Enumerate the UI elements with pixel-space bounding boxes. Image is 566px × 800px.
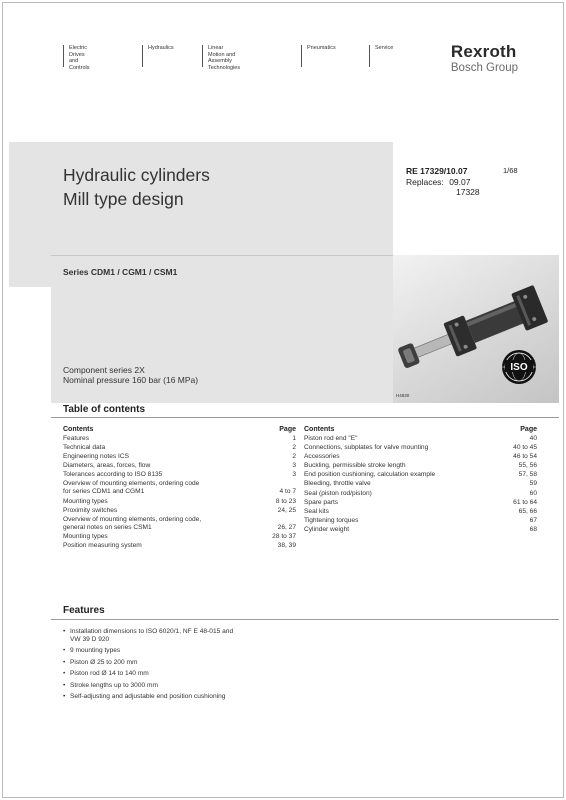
toc-entry-page: 65, 66 bbox=[518, 507, 537, 515]
photo-code: H4830 bbox=[396, 393, 410, 398]
title-line-2: Mill type design bbox=[63, 189, 184, 209]
toc-entry-label: Engineering notes ICS bbox=[63, 453, 129, 461]
features-title: Features bbox=[63, 605, 105, 616]
component-series: Component series 2X bbox=[63, 365, 145, 375]
toc-entry[interactable] bbox=[63, 507, 296, 515]
toc-entry-label: Tightening torques bbox=[304, 516, 359, 524]
toc-entry-label: Buckling, permissible stroke length bbox=[304, 462, 406, 470]
features-list bbox=[63, 628, 323, 704]
toc-entry-page: 60 bbox=[529, 489, 537, 497]
toc-entry-label: Seal kits bbox=[304, 507, 329, 515]
toc-entry-label: Diameters, areas, forces, flow bbox=[63, 462, 151, 470]
logo-main: Rexroth bbox=[450, 42, 517, 61]
nav-linear-motion[interactable]: Linear Motion and Assembly Technologies bbox=[202, 45, 240, 67]
toc-entry[interactable] bbox=[304, 453, 537, 461]
component-info bbox=[63, 365, 198, 385]
toc-entry[interactable] bbox=[304, 462, 537, 470]
toc-header-page: Page bbox=[279, 426, 296, 433]
toc-entry[interactable] bbox=[63, 471, 296, 479]
document-page bbox=[2, 2, 564, 798]
toc-entry[interactable] bbox=[304, 508, 537, 516]
nav-electric-drives[interactable]: Electric Drives and Controls bbox=[63, 45, 89, 67]
toc-entry-page: 24, 25 bbox=[277, 506, 296, 514]
toc-entry-page: 59 bbox=[529, 480, 537, 488]
toc-entry-page: 68 bbox=[529, 525, 537, 533]
series-label: Series CDM1 / CGM1 / CSM1 bbox=[63, 267, 178, 277]
feature-item: • 9 mounting types bbox=[63, 647, 323, 655]
toc-entry-page: 55, 56 bbox=[518, 462, 537, 470]
toc-entry-page: 4 to 7 bbox=[279, 488, 296, 496]
cylinder-photo bbox=[393, 255, 559, 403]
toc-entry[interactable] bbox=[63, 533, 296, 541]
toc-entry-label: Mounting types bbox=[63, 497, 108, 505]
toc-entry[interactable] bbox=[63, 498, 296, 506]
toc-entry[interactable] bbox=[304, 471, 537, 479]
replaces-date: 09.07 bbox=[449, 177, 471, 187]
toc-entry[interactable] bbox=[304, 517, 537, 525]
toc-entry-page: 26, 27 bbox=[277, 523, 296, 531]
iso-badge-text: ISO bbox=[510, 362, 528, 373]
toc-title: Table of contents bbox=[63, 404, 146, 415]
toc-header-contents: Contents bbox=[304, 426, 335, 433]
toc-entry-page: 2 bbox=[292, 453, 296, 461]
nav-pneumatics[interactable]: Pneumatics bbox=[301, 45, 336, 67]
toc-entry[interactable] bbox=[63, 462, 296, 470]
toc-entry-page: 1 bbox=[292, 435, 296, 442]
toc-entry-label: Proximity switches bbox=[63, 506, 118, 514]
toc-entry-page: 61 to 64 bbox=[513, 498, 537, 506]
toc-entry-label: Tolerances according to ISO 8135 bbox=[63, 471, 163, 479]
toc-header-left bbox=[63, 424, 296, 435]
toc-entry-label: Features bbox=[63, 435, 90, 442]
toc-entry[interactable] bbox=[304, 526, 537, 534]
toc-entry-page: 40 bbox=[529, 435, 537, 442]
iso-certification-badge bbox=[502, 350, 536, 384]
toc-column-left bbox=[63, 424, 296, 551]
replaces-doc: 17328 bbox=[456, 187, 480, 197]
toc-entry-label: Piston rod end "E" bbox=[304, 435, 358, 442]
feature-item: • Stroke lengths up to 3000 mm bbox=[63, 682, 323, 690]
toc-entry[interactable] bbox=[304, 444, 537, 452]
toc-entry-page: 8 to 23 bbox=[275, 497, 296, 505]
toc-column-right bbox=[304, 424, 537, 535]
toc-entry[interactable] bbox=[304, 499, 537, 507]
toc-entry-page: 38, 39 bbox=[277, 541, 296, 549]
toc-entry-page: 57, 58 bbox=[518, 471, 537, 479]
toc-rule bbox=[51, 417, 559, 418]
toc-entry-page: 28 to 37 bbox=[272, 532, 296, 540]
toc-entry-label: Position measuring system bbox=[63, 541, 142, 549]
toc-entry-label: End position cushioning, calculation example bbox=[304, 471, 436, 479]
toc-entry[interactable] bbox=[304, 480, 537, 488]
feature-item: • Self-adjusting and adjustable end position cushioning bbox=[63, 693, 323, 701]
toc-entry[interactable] bbox=[304, 490, 537, 498]
title-line-1: Hydraulic cylinders bbox=[63, 165, 210, 185]
page-revision: 1/68 bbox=[503, 166, 518, 175]
toc-entry[interactable] bbox=[63, 453, 296, 461]
toc-entry-page: 67 bbox=[529, 516, 537, 524]
logo-sub: Bosch Group bbox=[450, 62, 518, 74]
toc-entry-page: 46 to 54 bbox=[513, 453, 537, 461]
header-separator bbox=[51, 255, 393, 256]
toc-entry[interactable] bbox=[304, 435, 537, 443]
toc-entry-label: Seal (piston rod/piston) bbox=[304, 489, 372, 497]
nominal-pressure: Nominal pressure 160 bar (16 MPa) bbox=[63, 375, 199, 385]
replaces-label: Replaces: bbox=[406, 177, 444, 187]
toc-entry-label: Cylinder weight bbox=[304, 525, 350, 533]
feature-item: • Installation dimensions to ISO 6020/1, NF E 48-015 and VW 39 D 920 bbox=[63, 628, 323, 644]
toc-header-contents: Contents bbox=[63, 426, 94, 433]
rexroth-logo bbox=[451, 43, 518, 74]
toc-entry[interactable] bbox=[63, 542, 296, 550]
toc-header-right bbox=[304, 424, 537, 435]
toc-entry-page: 3 bbox=[292, 471, 296, 479]
feature-item: • Piston rod Ø 14 to 140 mm bbox=[63, 670, 323, 678]
toc-entry-label: Technical data bbox=[63, 444, 106, 452]
nav-hydraulics[interactable]: Hydraulics bbox=[142, 45, 174, 67]
toc-entry-label: Overview of mounting elements, ordering code, general notes on series CSM1 bbox=[63, 515, 202, 531]
replaces-line bbox=[406, 177, 470, 187]
toc-entry-label: Connections, subplates for valve mounting bbox=[304, 444, 429, 452]
hydraulic-cylinder-image bbox=[393, 255, 559, 403]
toc-entry-label: Accessories bbox=[304, 453, 340, 461]
header-gray-lower bbox=[51, 287, 393, 403]
toc-entry[interactable] bbox=[63, 435, 296, 443]
reference-box bbox=[393, 142, 561, 255]
document-title bbox=[63, 163, 210, 211]
toc-entry-label: Mounting types bbox=[63, 532, 108, 540]
toc-entry-page: 40 to 45 bbox=[513, 444, 537, 452]
feature-item: • Piston Ø 25 to 200 mm bbox=[63, 659, 323, 667]
features-rule bbox=[51, 619, 559, 620]
toc-entry-label: Overview of mounting elements, ordering code for series CDM1 and CGM1 bbox=[63, 480, 200, 496]
toc-entry[interactable] bbox=[63, 444, 296, 452]
toc-entry-label: Bleeding, throttle valve bbox=[304, 480, 371, 488]
toc-entry-page: 3 bbox=[292, 462, 296, 470]
toc-header-page: Page bbox=[520, 426, 537, 433]
toc-entry[interactable] bbox=[63, 516, 296, 532]
toc-entry[interactable] bbox=[63, 480, 296, 496]
nav-service[interactable]: Service bbox=[369, 45, 393, 67]
toc-entry-label: Spare parts bbox=[304, 498, 339, 506]
reference-number: RE 17329/10.07 bbox=[406, 166, 468, 176]
toc-entry-page: 2 bbox=[292, 444, 296, 452]
